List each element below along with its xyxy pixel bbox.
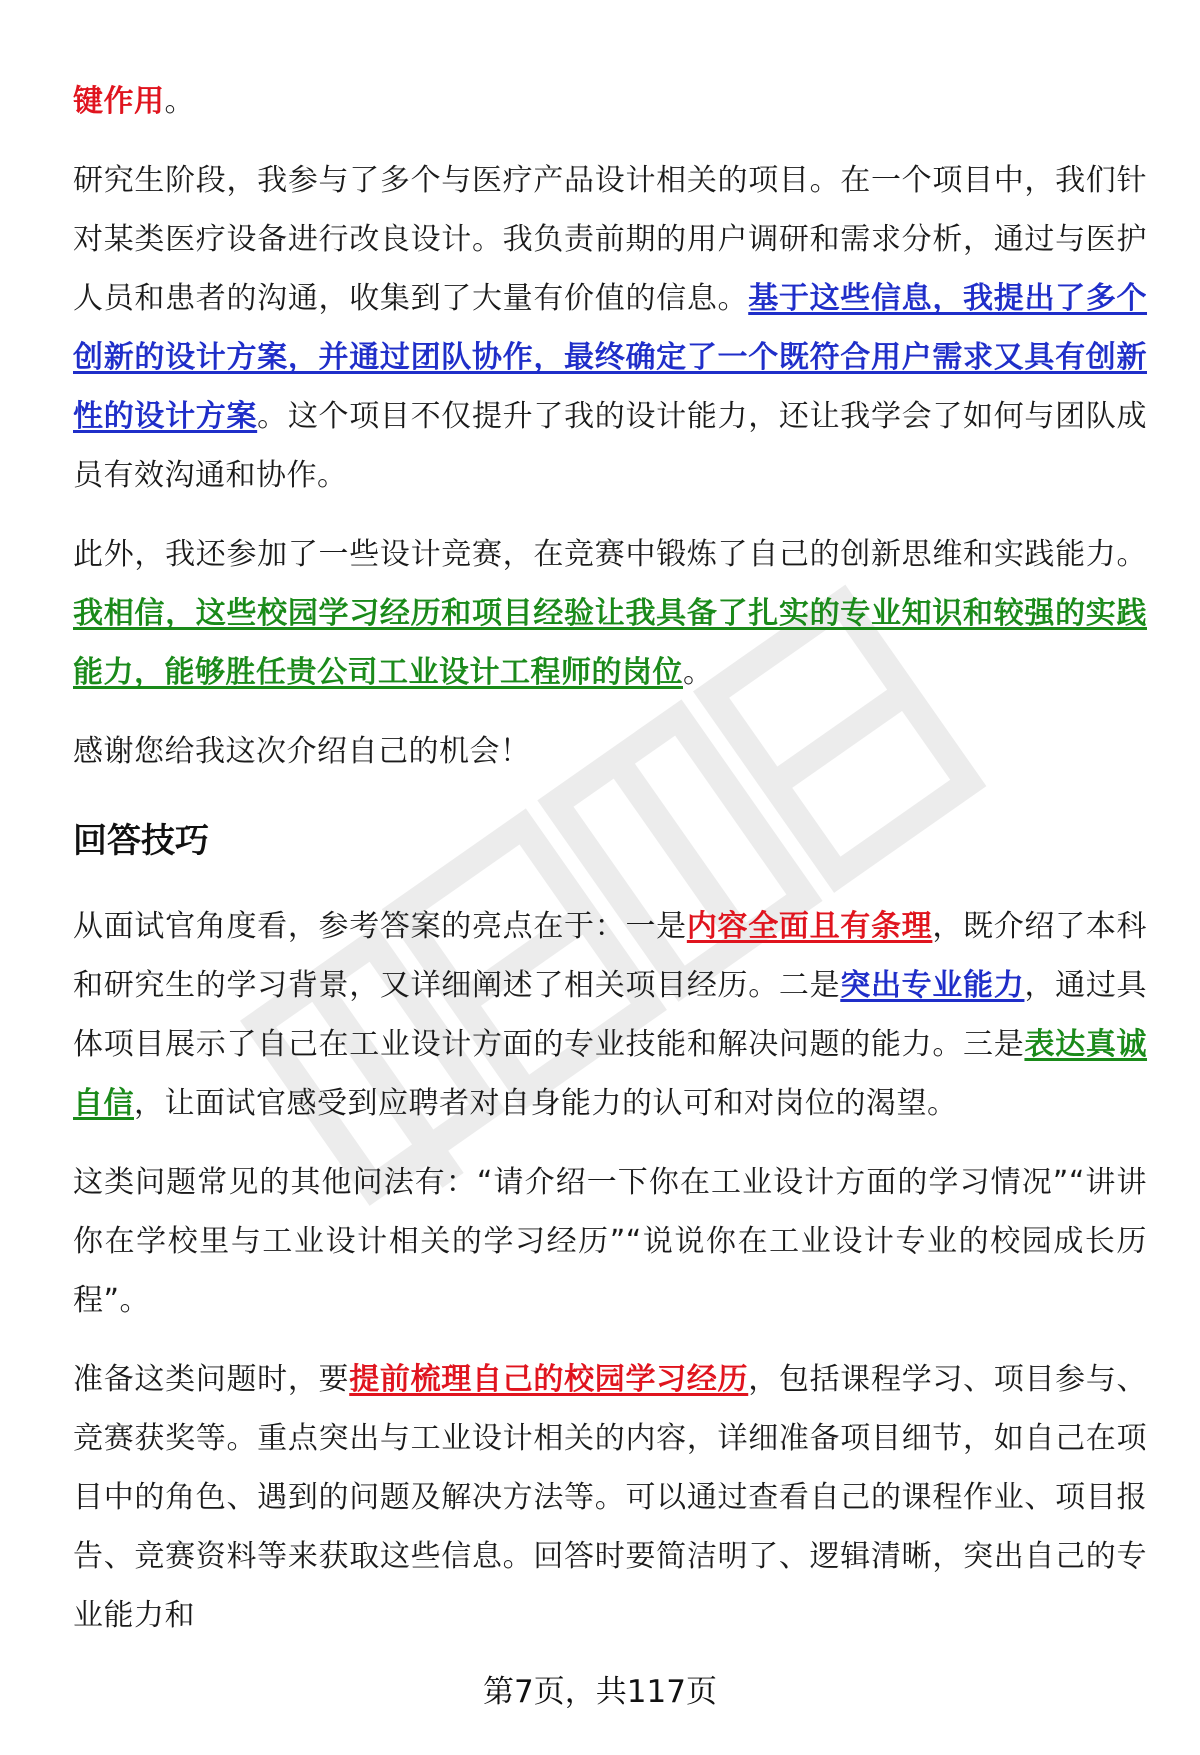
- highlight-green: 我相信，这些校园学习经历和项目经验让我具备了扎实的专业知识和较强的实践能力，能够胜任贵公司工业设计工程师的岗位: [73, 596, 1147, 690]
- paragraph-continuation: [73, 72, 1147, 131]
- text-run: 准备这类问题时，要: [73, 1362, 350, 1397]
- paragraph-graduate: [73, 151, 1147, 505]
- highlight-red: 提前梳理自己的校园学习经历: [349, 1362, 749, 1397]
- highlight-green: 表达真诚自信: [73, 1027, 1148, 1121]
- highlight-red: 内容全面且有条理: [686, 909, 933, 944]
- text-run: ，通过具体项目展示了自己在工业设计方面的专业技能和解决问题的能力。三是: [73, 968, 1148, 1062]
- highlight-blue: 基于这些信息，我提出了多个创新的设计方案，并通过团队协作，最终确定了一个既符合用户需求又具有创新性的设计方案: [73, 281, 1148, 434]
- text-run: 。: [164, 84, 195, 119]
- document-body: [73, 72, 1147, 1665]
- text-run: 研究生阶段，我参与了多个与医疗产品设计相关的项目。在一个项目中，我们针对某类医疗设备进行改良设计。我负责前期的用户调研和需求分析，通过与医护人员和患者的沟通，收集到了大量有价值的信息。: [73, 163, 1147, 316]
- page-number: 第7页，共117页: [483, 1674, 717, 1710]
- text-run: 从面试官角度看，参考答案的亮点在于：一是: [73, 909, 687, 944]
- text-run: ，让面试官感受到应聘者对自身能力的认可和对岗位的渴望。: [134, 1086, 958, 1121]
- paragraph-preparation: [73, 1350, 1147, 1645]
- highlight-red: 键作用: [73, 84, 165, 119]
- text-run: 此外，我还参加了一些设计竞赛，在竞赛中锻炼了自己的创新思维和实践能力。: [73, 537, 1147, 572]
- paragraph-thanks: [73, 722, 1147, 781]
- text-run: 这类问题常见的其他问法有：“请介绍一下你在工业设计方面的学习情况”“讲讲你在学校里与工业设计相关的学习经历”“说说你在工业设计专业的校园成长历程”。: [73, 1165, 1147, 1318]
- text-run: ，既介绍了本科和研究生的学习背景，又详细阐述了相关项目经历。二是: [73, 909, 1148, 1003]
- paragraph-highlights: [73, 897, 1147, 1133]
- text-run: ，包括课程学习、项目参与、竞赛获奖等。重点突出与工业设计相关的内容，详细准备项目细节，如自己在项目中的角色、遇到的问题及解决方法等。可以通过查看自己的课程作业、项目报告、竞赛资料等来获取这些信息。回答时要简洁明了、逻辑清晰，突出自己的专业能力和: [73, 1362, 1148, 1633]
- highlight-blue: 突出专业能力: [840, 968, 1025, 1003]
- section-title: 回答技巧: [73, 821, 209, 861]
- paragraph-competition: [73, 525, 1147, 702]
- paragraph-variants: [73, 1153, 1147, 1330]
- text-run: 。: [683, 655, 714, 690]
- text-run: 。这个项目不仅提升了我的设计能力，还让我学会了如何与团队成员有效沟通和协作。: [73, 399, 1148, 493]
- text-run: 感谢您给我这次介绍自己的机会！: [73, 734, 531, 769]
